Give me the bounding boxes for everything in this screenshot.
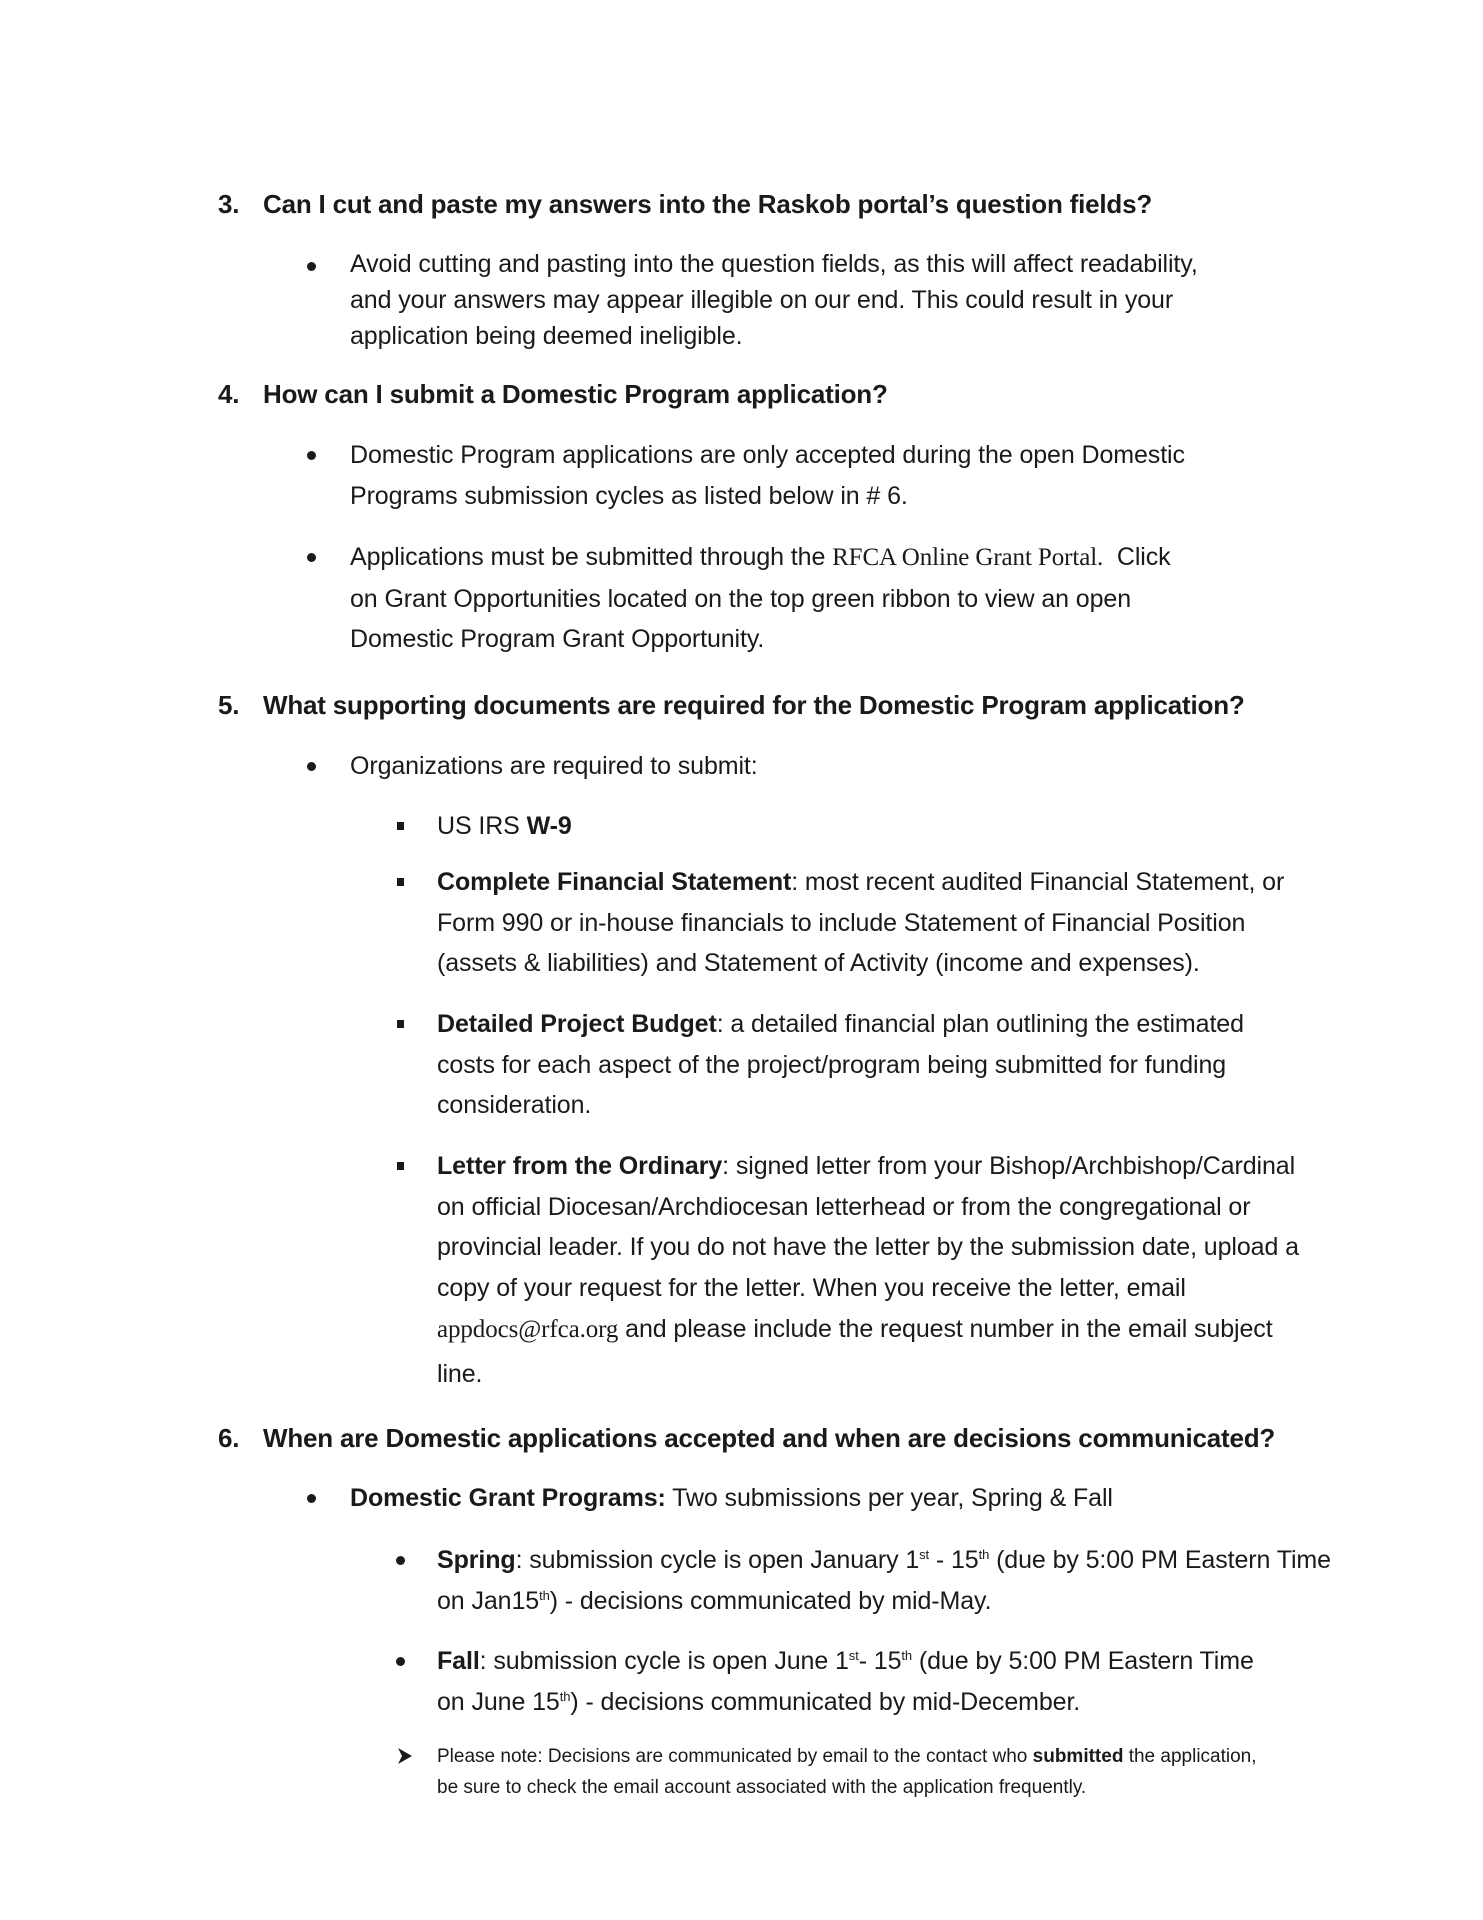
- cycle-line: Spring: submission cycle is open January 1st - 15th (due by 5:00 PM Eastern Time: [437, 1546, 1331, 1574]
- note-line: Please note: Decisions are communicated by email to the contact who submitted the application,: [437, 1746, 1257, 1767]
- note-line: be sure to check the email account associated with the application frequently.: [437, 1777, 1087, 1798]
- bullet-square-icon: [394, 862, 406, 902]
- question-text: Can I cut and paste my answers into the Raskob portal’s question fields?: [263, 189, 1153, 219]
- faq-question-3: [218, 188, 1418, 220]
- requirement-line: provincial leader. If you do not have the letter by the submission date, upload a: [437, 1233, 1299, 1261]
- email-link[interactable]: appdocs@rfca.org: [437, 1316, 619, 1343]
- requirement-w9: [437, 806, 1437, 847]
- cycle-line: on Jan15th) - decisions communicated by mid-May.: [437, 1586, 992, 1615]
- answer-bullet: [350, 537, 1360, 660]
- answer-bullet: [350, 435, 1360, 516]
- question-text: How can I submit a Domestic Program application?: [263, 379, 888, 409]
- bullet-dot-icon: [305, 1478, 317, 1518]
- requirement-line: Detailed Project Budget: a detailed financial plan outlining the estimated: [437, 1010, 1244, 1038]
- question-number: 6.: [218, 1423, 240, 1453]
- answer-line: on Grant Opportunities located on the top green ribbon to view an open: [350, 584, 1132, 613]
- question-number: 4.: [218, 379, 240, 409]
- requirement-line: copy of your request for the letter. When you receive the letter, email: [437, 1273, 1186, 1302]
- faq-question-4: [218, 378, 1418, 410]
- faq-question-5: [218, 689, 1418, 721]
- bullet-dot-icon: [305, 435, 317, 475]
- cycle-line: Fall: submission cycle is open June 1st- 15th (due by 5:00 PM Eastern Time: [437, 1647, 1254, 1675]
- answer-bullet: [350, 246, 1360, 354]
- answer-line: application being deemed ineligible.: [350, 322, 743, 350]
- answer-line: Organizations are required to submit:: [350, 752, 758, 780]
- faq-question-6: [218, 1422, 1418, 1454]
- requirement-ordinary-letter: [437, 1146, 1437, 1397]
- question-text: When are Domestic applications accepted and when are decisions communicated?: [263, 1423, 1276, 1453]
- answer-line: and your answers may appear illegible on our end. This could result in your: [350, 286, 1174, 314]
- answer-line: Domestic Program applications are only accepted during the open Domestic: [350, 441, 1185, 469]
- cycle-line: on June 15th) - decisions communicated by mid-December.: [437, 1687, 1081, 1716]
- answer-bullet: [350, 746, 1360, 787]
- portal-name: RFCA Online Grant Portal.: [832, 544, 1104, 571]
- requirement-line: consideration.: [437, 1091, 592, 1119]
- requirement-line: Complete Financial Statement: most recent audited Financial Statement, or: [437, 868, 1285, 896]
- question-number: 3.: [218, 189, 240, 219]
- question-text: What supporting documents are required for the Domestic Program application?: [263, 690, 1245, 720]
- answer-line: Avoid cutting and pasting into the question fields, as this will affect readability,: [350, 250, 1198, 278]
- requirement-line: Letter from the Ordinary: signed letter from your Bishop/Archbishop/Cardinal: [437, 1152, 1296, 1180]
- cycle-fall: [437, 1641, 1437, 1722]
- bullet-dot-icon: [394, 1540, 406, 1580]
- bullet-dot-icon: [394, 1641, 406, 1681]
- requirement-line: Form 990 or in-house financials to include Statement of Financial Position: [437, 908, 1246, 937]
- cycle-spring: [437, 1540, 1437, 1621]
- bullet-square-icon: [394, 806, 406, 846]
- answer-line: Programs submission cycles as listed below in # 6.: [350, 481, 908, 510]
- arrow-bullet-icon: [397, 1747, 413, 1765]
- requirement-line: (assets & liabilities) and Statement of Activity (income and expenses).: [437, 949, 1200, 977]
- requirement-line: appdocs@rfca.org and please include the request number in the email subject: [437, 1315, 1273, 1343]
- bullet-dot-icon: [305, 246, 317, 286]
- requirement-financial-statement: [437, 862, 1437, 984]
- answer-line: Domestic Grant Programs: Two submissions per year, Spring & Fall: [350, 1484, 1113, 1512]
- bullet-square-icon: [394, 1146, 406, 1186]
- answer-line: Domestic Program Grant Opportunity.: [350, 625, 765, 653]
- program-summary: [350, 1478, 1360, 1519]
- requirement-line: line.: [437, 1360, 483, 1388]
- bullet-square-icon: [394, 1004, 406, 1044]
- bullet-dot-icon: [305, 537, 317, 577]
- requirement-line: on official Diocesan/Archdiocesan letterhead or from the congregational or: [437, 1192, 1251, 1221]
- requirement-line: US IRS W-9: [437, 812, 572, 840]
- decision-note: [437, 1741, 1397, 1803]
- requirement-line: costs for each aspect of the project/program being submitted for funding: [437, 1050, 1227, 1079]
- question-number: 5.: [218, 690, 240, 720]
- answer-line: Applications must be submitted through the RFCA Online Grant Portal. Click: [350, 543, 1171, 571]
- bullet-dot-icon: [305, 746, 317, 786]
- requirement-project-budget: [437, 1004, 1437, 1126]
